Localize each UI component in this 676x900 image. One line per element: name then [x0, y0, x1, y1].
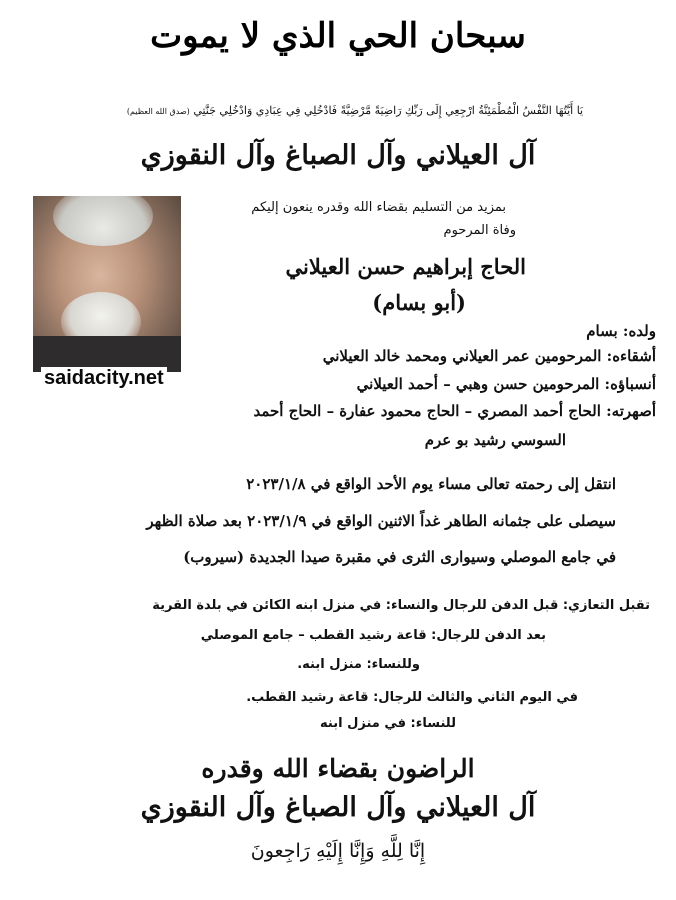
verse-text: يَا أَيَّتُهَا النَّفْسُ الْمُطْمَئِنَّةُ ارْجِعِي إِلَى رَبِّكِ رَاضِيَةً مَّرْضِيَّةً فَادْخُلِي فِي عِبَادِي وَادْخُلِي جَنَّتِي [193, 104, 584, 117]
watermark: saidacity.net [41, 367, 167, 390]
deceased-nickname: (أبو بسام) [372, 290, 466, 315]
relatives-in-laws: أنسباؤه: المرحومين حسن وهبي – أحمد العيلاني [356, 375, 656, 393]
intro-line-2: وفاة المرحوم [443, 223, 516, 238]
closing-verse: إِنَّا لِلَّهِ وَإِنَّا إِلَيْهِ رَاجِعونَ [250, 840, 426, 862]
photo-hair [53, 196, 153, 246]
condolences-line-1: تقبل التعازي: قبل الدفن للرجال والنساء: في منزل ابنه الكائن في بلدة القرية [152, 598, 650, 613]
intro-line-1: بمزيد من التسليم بقضاء الله وقدره ينعون إليكم [251, 200, 506, 215]
announcement-line-3: في جامع الموصلي وسيوارى الثرى في مقبرة صيدا الجديدة (سيروب) [183, 548, 616, 566]
relatives-sons-in-law-2: السوسي رشيد بو عرم [424, 431, 566, 449]
relatives-son: ولده: بسام [586, 322, 656, 340]
closing-families: آل العيلاني وآل الصباغ وآل النقوزي [140, 792, 536, 823]
deceased-photo [33, 196, 181, 372]
relatives-sons-in-law-1: أصهرته: الحاج أحمد المصري – الحاج محمود عفارة – الحاج أحمد [253, 402, 656, 420]
verse-source: (صدق الله العظيم) [126, 107, 190, 116]
condolences-line-2: بعد الدفن للرجال: قاعة رشيد القطب – جامع الموصلي [200, 628, 546, 643]
deceased-name: الحاج إبراهيم حسن العيلاني [285, 254, 526, 279]
families-title: آل العيلاني وآل الصباغ وآل النقوزي [140, 140, 536, 171]
condolences-line-4: في اليوم الثاني والثالث للرجال: قاعة رشيد القطب. [246, 690, 578, 705]
header-calligraphy: سبحان الحي الذي لا يموت [150, 16, 526, 56]
announcement-line-1: انتقل إلى رحمته تعالى مساء يوم الأحد الواقع في ٢٠٢٣/١/٨ [246, 475, 616, 493]
relatives-brothers: أشقاءه: المرحومين عمر العيلاني ومحمد خالد العيلاني [322, 347, 656, 365]
condolences-line-3: وللنساء: منزل ابنه. [297, 657, 420, 672]
closing-line-1: الراضون بقضاء الله وقدره [201, 754, 475, 783]
condolences-line-5: للنساء: في منزل ابنه [320, 716, 456, 731]
quran-verse [60, 104, 650, 117]
announcement-line-2: سيصلى على جثمانه الطاهر غداً الاثنين الواقع في ٢٠٢٣/١/٩ بعد صلاة الظهر [146, 512, 616, 530]
